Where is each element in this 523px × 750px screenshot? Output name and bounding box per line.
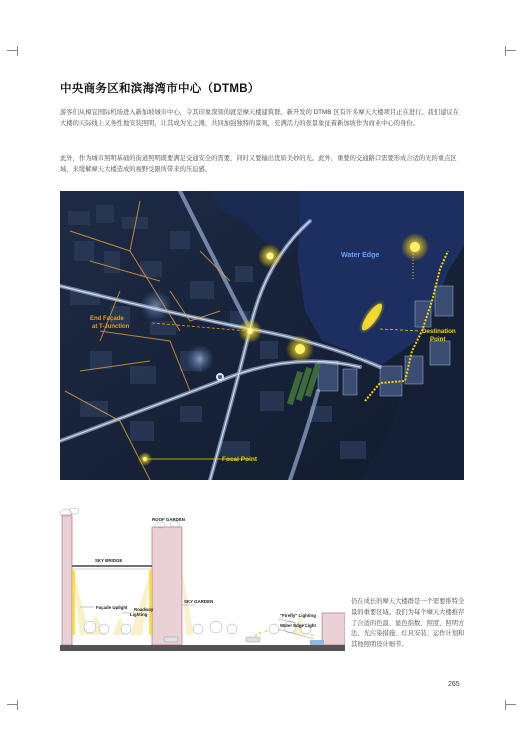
crop-mark [7, 50, 17, 51]
crop-mark [17, 700, 18, 710]
crop-mark [505, 46, 506, 56]
map-label-water-edge: Water Edge [341, 252, 380, 259]
label-water-edge-light: Water Edge Light [280, 623, 316, 628]
night-lighting-map [60, 191, 464, 480]
label-facade-uplight: Façade Uplight [96, 605, 128, 610]
street-paragraph: 此外，作为城市照明基础的街道照明既要满足交通安全的需要，同时又要输出优质美妙的光。此外，重要的交通路口需要形成合适的光的重点区域，来缓解摩天大楼造成的视野受限所带来的压迫感。 [60, 155, 457, 173]
crop-mark [506, 50, 516, 51]
section-caption: 仍在成长的摩天大楼群是一个需要推特全景的重要区域。我们为每个摩天大楼推荐了合适的色温、显色指数、照度、照明方法、光污染措施、灯具安装、运作计划和其他照明设计细节。 [351, 598, 465, 649]
label-roadway-line1: Roadway [134, 607, 154, 612]
page-number: 265 [448, 681, 460, 688]
intro-paragraph: 游客们从樟宜国际机场进入新加坡城市中心，令其印象深刻的就是摩天楼建筑群。新开发的 DTMB 区有许多摩天大楼项目正在进行。我们建议在大楼的天际线上又务性地安装照明，让其成为光之滩，共同加强独特的景观，充满活力的夜景象征着新加坡作为商业中心的身份。 [60, 109, 460, 127]
map-label-destination-line1: Destination [422, 328, 456, 335]
map-label-end-facade-line2: at T-Junction [92, 324, 130, 330]
map-label-destination-line2: Point [430, 336, 446, 343]
crop-mark [17, 46, 18, 56]
label-roof-garden: ROOF GARDEN [152, 517, 185, 522]
crop-mark [506, 704, 516, 705]
page-title: 中央商务区和滨海湾市中心（DTMB） [60, 83, 260, 95]
lighting-section-diagram [60, 505, 345, 657]
label-sky-bridge: SKY BRIDGE [95, 558, 123, 563]
map-label-focal-point: Focal Point [222, 456, 258, 463]
label-sky-garden: SKY GARDEN [184, 599, 214, 604]
label-roadway-line2: Lighting [130, 612, 148, 617]
crop-mark [7, 704, 17, 705]
label-firefly-lighting: "Firefly" Lighting [280, 613, 316, 618]
map-label-end-facade-line1: End Façade [90, 316, 124, 322]
crop-mark [505, 700, 506, 710]
